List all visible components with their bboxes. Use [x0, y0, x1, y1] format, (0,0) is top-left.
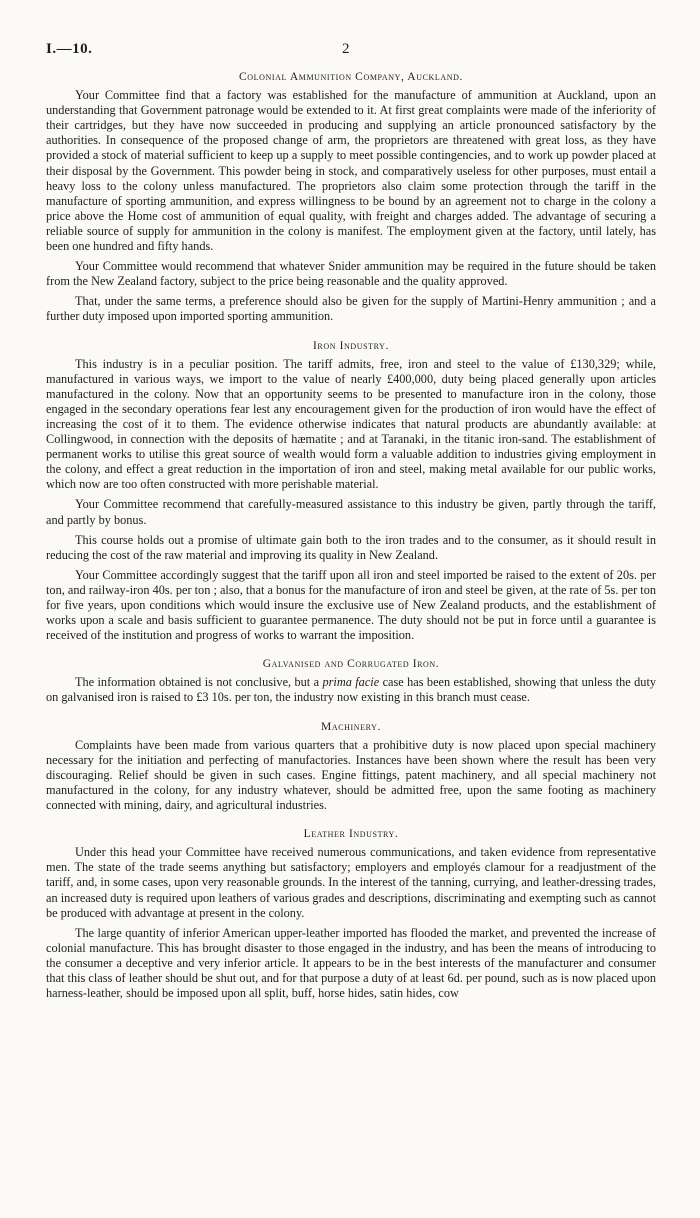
paragraph: Your Committee would recommend that whatever Snider ammunition may be required in the future should be taken from the New Zealand factory, subject to the price being reasonable and the quality approved. [46, 259, 656, 289]
section-heading: Colonial Ammunition Company, Auckland. [238, 71, 463, 83]
paragraph: That, under the same terms, a preference should also be given for the supply of Martini-Henry ammunition ; and a further duty imposed upon imported sporting ammunition. [46, 294, 656, 324]
paragraph: Complaints have been made from various quarters that a prohibitive duty is now placed upon special machinery necessary for the initiation and perfecting of manufactories. Instances have been shown where the result has been very discouraging. Relief should be given in such cases. Engine fittings, patent machinery, and all special machinery not manufactured in the colony, for any industry whatever, should be admitted free, upon the same footing as machinery connected with mining, dairy, and agricultural industries. [46, 737, 656, 813]
section-iron-industry [46, 339, 656, 644]
paragraph: Under this head your Committee have received numerous communications, and taken evidence from representative men. The state of the trade seems anything but satisfactory; employers and employés clamour for a readjustment of the tariff, and, in some cases, upon very reasonable grounds. In the interest of the tanning, currying, and leather-dressing trades, an increased duty is required upon leathers of various grades and descriptions, discriminating and exempting such as cannot be produced with advantage at present in the colony. [46, 845, 656, 920]
page-number: 2 [342, 41, 350, 57]
page-header [46, 42, 656, 70]
section-colonial-ammunition [46, 70, 656, 325]
document-reference: I.—10. [46, 41, 93, 57]
section-heading: Machinery. [321, 720, 381, 733]
paragraph: Your Committee accordingly suggest that the tariff upon all iron and steel imported be raised to the extent of 20s. per ton, and railway-iron 40s. per ton ; also, that a bonus for the manufacture of iron and steel be given, at the rate of 5s. per ton for five years, upon conditions which would insure the exclusive use of New Zealand products, and the establishment of works upon a scale and basis sufficient to guarantee permanence. The duty should not be put in force until a guarantee is received of the institution and progress of works to warrant the imposition. [46, 567, 656, 643]
paragraph: The large quantity of inferior American upper-leather imported has flooded the market, and prevented the increase of colonial manufacture. This has brought disaster to those engaged in the industry, and has been the means of introducing to the consumer a deceptive and very inferior article. It appears to be in the best interests of the manufacturer and consumer that this class of leather should be shut out, and for that purpose a duty of at least 6d. per pound, such as is now placed upon harness-leather, should be imposed upon all split, buff, horse hides, satin hides, cow [46, 925, 656, 1001]
section-heading: Galvanised and Corrugated Iron. [262, 658, 440, 671]
section-heading: Leather Industry. [303, 828, 399, 841]
paragraph: The information obtained is not conclusive, but a prima facie case has been established, showing that unless the duty on galvanised iron is raised to £3 10s. per ton, the industry now existing in this branch must cease. [46, 675, 657, 705]
paragraph: This industry is in a peculiar position. The tariff admits, free, iron and steel to the value of £130,329; while, manufactured in various ways, we import to the value of nearly £400,000, duty being placed generally upon articles manufactured in the colony. Now that an opportunity seems to be presented to manufacture iron in the colony, those engaged in the secondary operations fear lest any encouragement given for the production of iron would have the effect of increasing the cost of it to them. The evidence otherwise indicates that natural products are abundantly available: at Collingwood, in connection with the deposits of hæmatite ; and at Taranaki, in the titanic iron-sand. The establishment of permanent works to utilise this great source of wealth would form a valuable addition to industries giving employment in the colony, and effect a great reduction in the importation of iron and steel, making metal available for our public works, which now are too often constructed with more perishable material. [46, 356, 656, 492]
paragraph: Your Committee recommend that carefully-measured assistance to this industry be given, partly through the tariff, and partly by bonus. [46, 497, 656, 527]
section-leather-industry [46, 827, 656, 1001]
paragraph: Your Committee find that a factory was established for the manufacture of ammunition at Auckland, upon an understanding that Government patronage would be extended to it. At first great complaints were made of the inferiority of their cartridges, but they have now succeeded in producing and supplying an article pronounced satisfactory by the authorities. In consequence of the proposed change of arm, the proprietors are threatened with great loss, as they have provided a stock of material sufficient to keep up a supply to meet possible contingencies, and to work up powder placed at their disposal by the Government. This powder being in stock, and comparatively useless for other purposes, must entail a heavy loss to the colony unless manufactured. The proprietors also claim some protection through the tariff in the manufacture of sporting ammunition, and express willingness to be bound by an agreement not to charge in the colony a price above the Home cost of ammunition of equal quality, with freight and charges added. The advantage of securing a reliable source of supply for ammunition in the colony is manifest. The employment given at the factory, until lately, has been one hundred and fifty hands. [46, 88, 656, 254]
section-galvanised-iron [46, 657, 656, 705]
section-machinery [46, 720, 656, 814]
paragraph: This course holds out a promise of ultimate gain both to the iron trades and to the consumer, as it should result in reducing the cost of the raw material and improving its quality in New Zealand. [46, 532, 656, 562]
section-heading: Iron Industry. [312, 339, 390, 352]
italic-phrase: prima facie [322, 675, 380, 690]
